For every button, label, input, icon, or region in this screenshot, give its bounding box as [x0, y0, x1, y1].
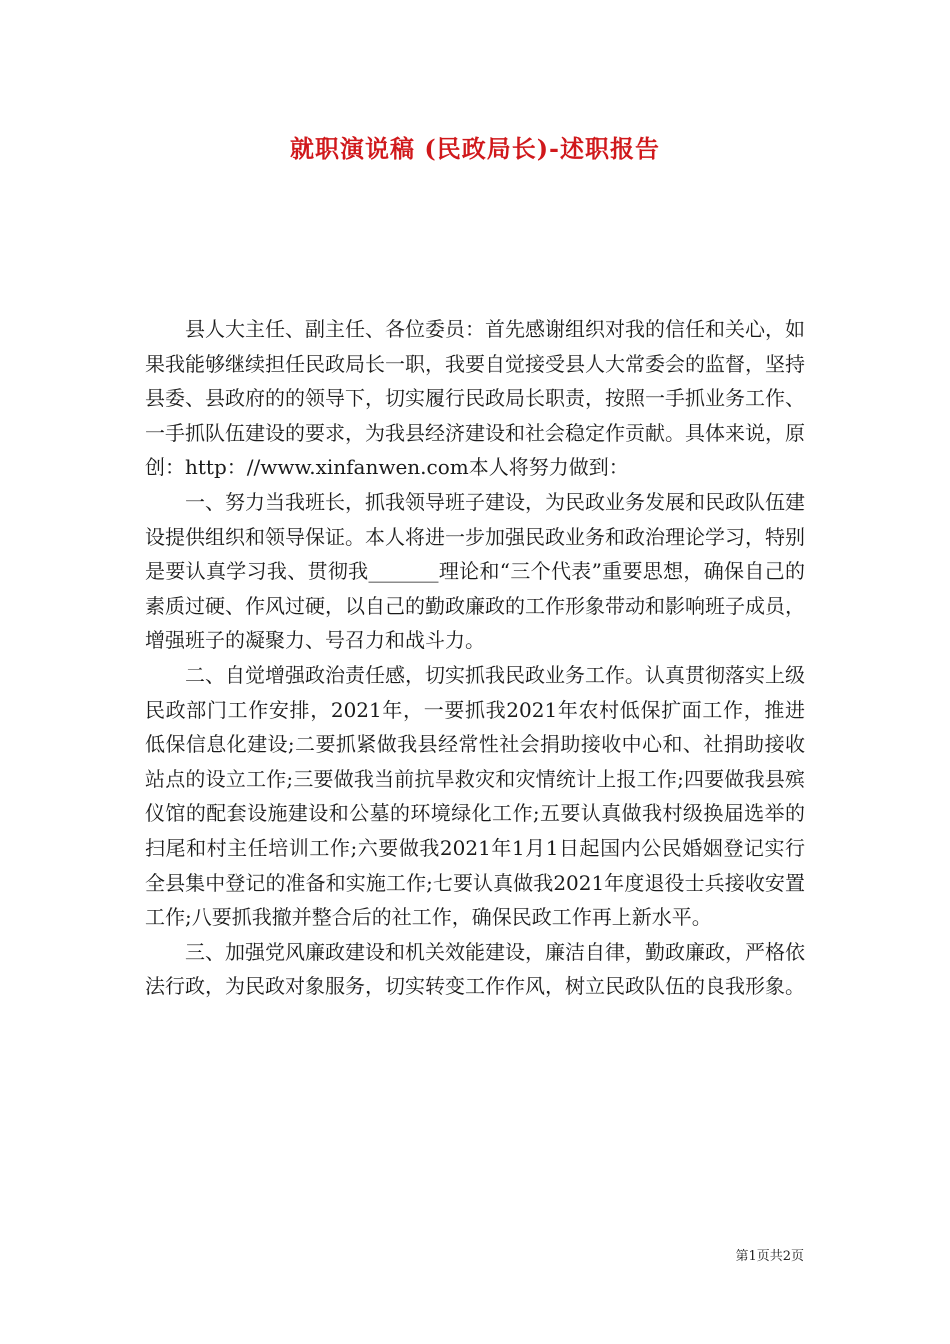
paragraph-item-two: 二、自觉增强政治责任感，切实抓我民政业务工作。认真贯彻落实上级民政部门工作安排，2021年，一要抓我2021年农村低保扩面工作，推进低保信息化建设;二要抓紧做我县经常性社会捐助接收中心和、社捐助接收站点的设立工作;三要做我当前抗旱救灾和灾情统计上报工作;四要做我县殡仪馆的配套设施建设和公墓的环境绿化工作;五要认真做我村级换届选举的扫尾和村主任培训工作;六要做我2021年1月1日起国内公民婚姻登记实行全县集中登记的准备和实施工作;七要认真做我2021年度退役士兵接收安置工作;八要抓我撤并整合后的社工作，确保民政工作再上新水平。	[145, 662, 805, 930]
document-body	[145, 312, 805, 1004]
paragraph-item-one: 一、努力当我班长，抓我领导班子建设，为民政业务发展和民政队伍建设提供组织和领导保证。本人将进一步加强民政业务和政治理论学习，特别是要认真学习我、贯彻我_______理论和“三个代表”重要思想，确保自己的素质过硬、作风过硬，以自己的勤政廉政的工作形象带动和影响班子成员，增强班子的凝聚力、号召力和战斗力。	[145, 489, 805, 653]
document-title: 就职演说稿 (民政局长)-述职报告	[289, 134, 661, 163]
paragraph-salutation: 县人大主任、副主任、各位委员：首先感谢组织对我的信任和关心，如果我能够继续担任民政局长一职，我要自觉接受县人大常委会的监督，坚持县委、县政府的的领导下，切实履行民政局长职责，按照一手抓业务工作、一手抓队伍建设的要求，为我县经济建设和社会稳定作贡献。具体来说，原创：http：//www.xinfanwen.com本人将努力做到：	[145, 317, 805, 480]
paragraph-item-three: 三、加强党风廉政建设和机关效能建设，廉洁自律，勤政廉政，严格依法行政，为民政对象服务，切实转变工作作风，树立民政队伍的良我形象。	[145, 939, 805, 999]
page-number: 第1页共2页	[735, 1249, 804, 1264]
